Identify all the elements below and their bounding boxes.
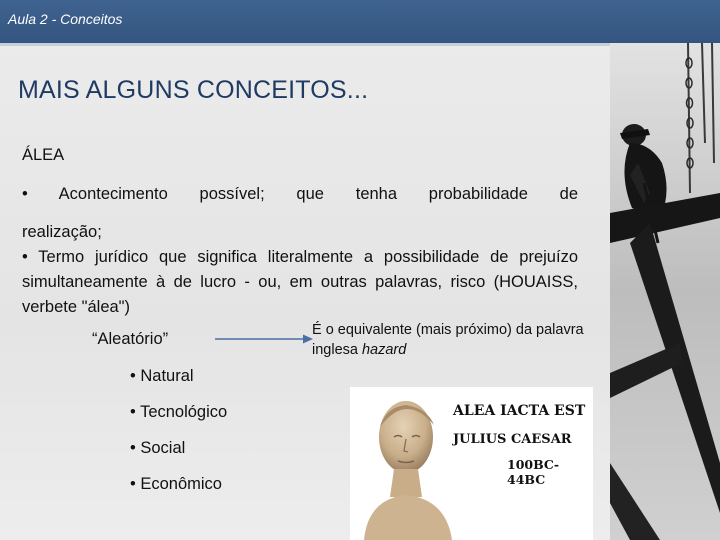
- aleatorio-label: “Aleatório”: [92, 330, 169, 348]
- risk-types-list: [130, 366, 227, 510]
- para-line-termo: • Termo jurídico que significa literalmente a possibilidade de prejuízo simultaneamente à de lucro - ou, em outras palavras, risco (HOUAISS, verbete "álea"): [22, 248, 578, 316]
- paragraph-termo-juridico: [22, 220, 578, 320]
- caesar-line-alea: ALEA IACTA EST: [453, 403, 586, 419]
- side-photo: [610, 43, 720, 540]
- para-line-realizacao: realização;: [22, 223, 102, 241]
- bullet-acontecimento: • Acontecimento possível; que tenha probabilidade de: [22, 185, 578, 203]
- right-arrow-icon: [215, 333, 315, 345]
- caesar-bust-photo: [358, 387, 458, 540]
- caesar-image: [350, 387, 593, 540]
- list-item-natural: • Natural: [130, 367, 194, 385]
- hazard-term: hazard: [361, 342, 407, 358]
- header-title: Aula 2 - Conceitos: [8, 11, 123, 27]
- header-bar: [0, 0, 720, 46]
- list-item-social: • Social: [130, 439, 186, 457]
- alea-heading: ÁLEA: [22, 146, 65, 164]
- caesar-line-dates: 100BC-44BC: [507, 457, 560, 487]
- equivalent-text: É o equivalente (mais próximo) da palavra inglesa: [312, 322, 584, 358]
- page-title: MAIS ALGUNS CONCEITOS...: [18, 76, 369, 104]
- list-item-economico: • Econômico: [130, 475, 222, 493]
- worker-silhouette-photo: [610, 43, 720, 540]
- list-item-tecnologico: • Tecnológico: [130, 403, 228, 421]
- caesar-line-name: JULIUS CAESAR: [453, 432, 572, 447]
- hazard-equivalent-note: [312, 320, 592, 360]
